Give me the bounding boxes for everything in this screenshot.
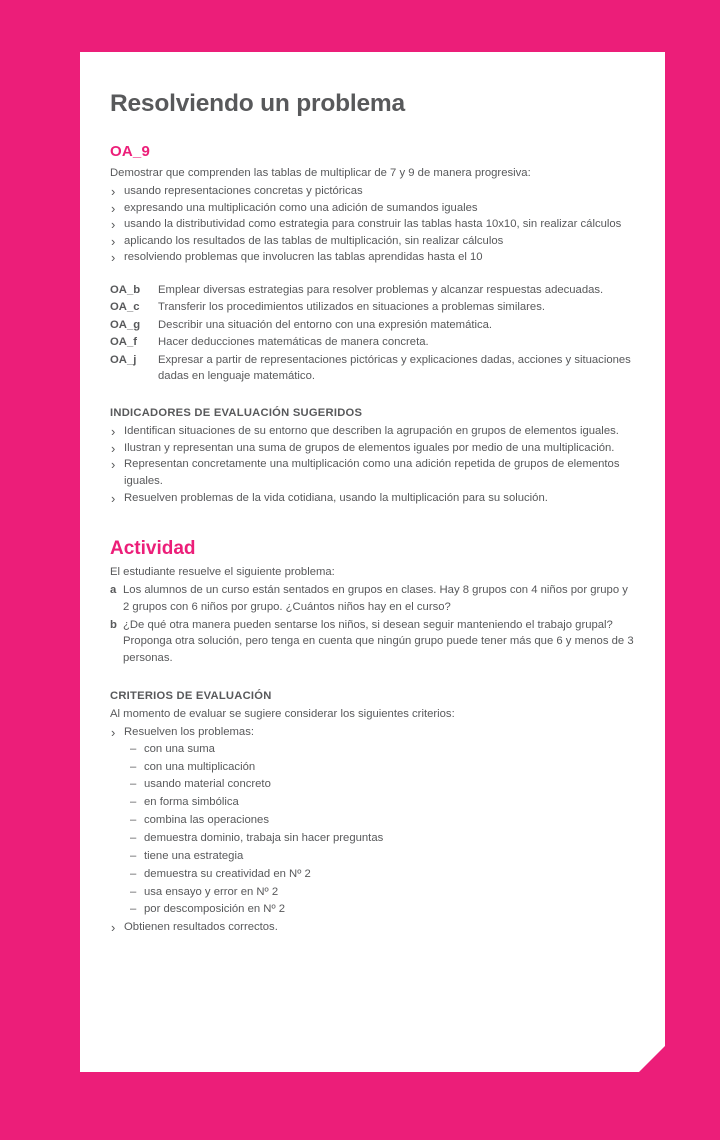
- list-item: – en forma simbólica: [130, 794, 635, 812]
- page-title: Resolviendo un problema: [110, 90, 405, 117]
- oa-codes-table: [110, 282, 635, 385]
- list-item: – demuestra dominio, trabaja sin hacer preguntas: [130, 830, 635, 848]
- criterios-sublist: [130, 741, 635, 919]
- table-row: [110, 299, 635, 316]
- list-item: – combina las operaciones: [130, 812, 635, 830]
- table-row: [110, 617, 635, 668]
- oa-code: OA_b: [110, 284, 141, 296]
- list-item: › expresando una multiplicación como una adición de sumandos iguales: [110, 200, 635, 217]
- list-item: › resolviendo problemas que involucren las tablas aprendidas hasta el 10: [110, 249, 635, 266]
- page-corner-notch: [639, 1046, 665, 1072]
- oa-code: OA_j: [110, 353, 137, 366]
- oa-code-text: Emplear diversas estrategias para resolver problemas y alcanzar respuestas adecuadas.: [158, 284, 604, 296]
- criterios-list-end: [110, 919, 635, 936]
- table-row: [110, 334, 635, 351]
- list-item: – usando material concreto: [130, 776, 635, 794]
- table-row: [110, 352, 635, 386]
- list-item: › usando la distributividad como estrategia para construir las tablas hasta 10x10, sin realizar cálculos: [110, 216, 635, 233]
- list-item: › Representan concretamente una multiplicación como una adición repetida de grupos de elementos iguales.: [110, 456, 635, 489]
- list-item: – por descomposición en Nº 2: [130, 901, 635, 919]
- list-item: › Ilustran y representan una suma de grupos de elementos iguales por medio de una multiplicación.: [110, 440, 635, 457]
- criterios-heading: CRITERIOS DE EVALUACIÓN: [110, 690, 272, 703]
- list-item: – con una suma: [130, 741, 635, 759]
- list-item: – tiene una estrategia: [130, 848, 635, 866]
- oa-bullet-list: [110, 183, 635, 266]
- oa-code-text: Hacer deducciones matemáticas de manera concreta.: [158, 336, 429, 349]
- list-item: › usando representaciones concretas y pictóricas: [110, 183, 635, 200]
- oa-code: OA_f: [110, 336, 137, 349]
- table-row: [110, 282, 635, 299]
- document-content: [110, 90, 635, 936]
- oa-code-text: Describir una situación del entorno con una expresión matemática.: [158, 318, 493, 331]
- oa-intro: Demostrar que comprenden las tablas de multiplicar de 7 y 9 de manera progresiva:: [110, 167, 531, 179]
- actividad-heading: Actividad: [110, 538, 196, 560]
- criterios-intro: Al momento de evaluar se sugiere considerar los siguientes criterios:: [110, 708, 455, 721]
- item-label: b: [110, 619, 117, 631]
- list-item: › Resuelven problemas de la vida cotidiana, usando la multiplicación para su solución.: [110, 490, 635, 507]
- list-item: – usa ensayo y error en Nº 2: [130, 884, 635, 902]
- list-item: – demuestra su creatividad en Nº 2: [130, 866, 635, 884]
- document-page: [80, 52, 665, 1072]
- item-text: ¿De qué otra manera pueden sentarse los niños, si desean seguir manteniendo el trabajo grupal? Proponga otra solución, pero tenga en cuenta que ningún grupo puede tener más que 6 y menos de 3 personas.: [123, 619, 634, 664]
- table-row: [110, 582, 635, 617]
- list-item: › Identifican situaciones de su entorno que describen la agrupación en grupos de elementos iguales.: [110, 423, 635, 440]
- actividad-intro: El estudiante resuelve el siguiente problema:: [110, 566, 335, 579]
- oa-heading: OA_9: [110, 143, 150, 160]
- criterios-list: [110, 724, 635, 741]
- oa-code: OA_g: [110, 318, 141, 331]
- indicadores-list: [110, 423, 635, 506]
- oa-code-text: Transferir los procedimientos utilizados en situaciones a problemas similares.: [158, 301, 545, 314]
- list-item: › Obtienen resultados correctos.: [110, 919, 635, 936]
- list-item: › aplicando los resultados de las tablas de multiplicación, sin realizar cálculos: [110, 233, 635, 250]
- list-item: › Resuelven los problemas:: [110, 724, 635, 741]
- actividad-items: [110, 582, 635, 668]
- item-label: a: [110, 584, 117, 597]
- indicadores-heading: INDICADORES DE EVALUACIÓN SUGERIDOS: [110, 407, 363, 420]
- table-row: [110, 317, 635, 334]
- item-text: Los alumnos de un curso están sentados en grupos en clases. Hay 8 grupos con 4 niños por grupo y 2 grupos con 6 niños por grupo. ¿Cuántos niños hay en el curso?: [123, 584, 628, 613]
- oa-code: OA_c: [110, 301, 140, 314]
- oa-code-text: Expresar a partir de representaciones pictóricas y explicaciones dadas, acciones y situaciones dadas en lenguaje matemático.: [158, 353, 631, 382]
- list-item: – con una multiplicación: [130, 759, 635, 777]
